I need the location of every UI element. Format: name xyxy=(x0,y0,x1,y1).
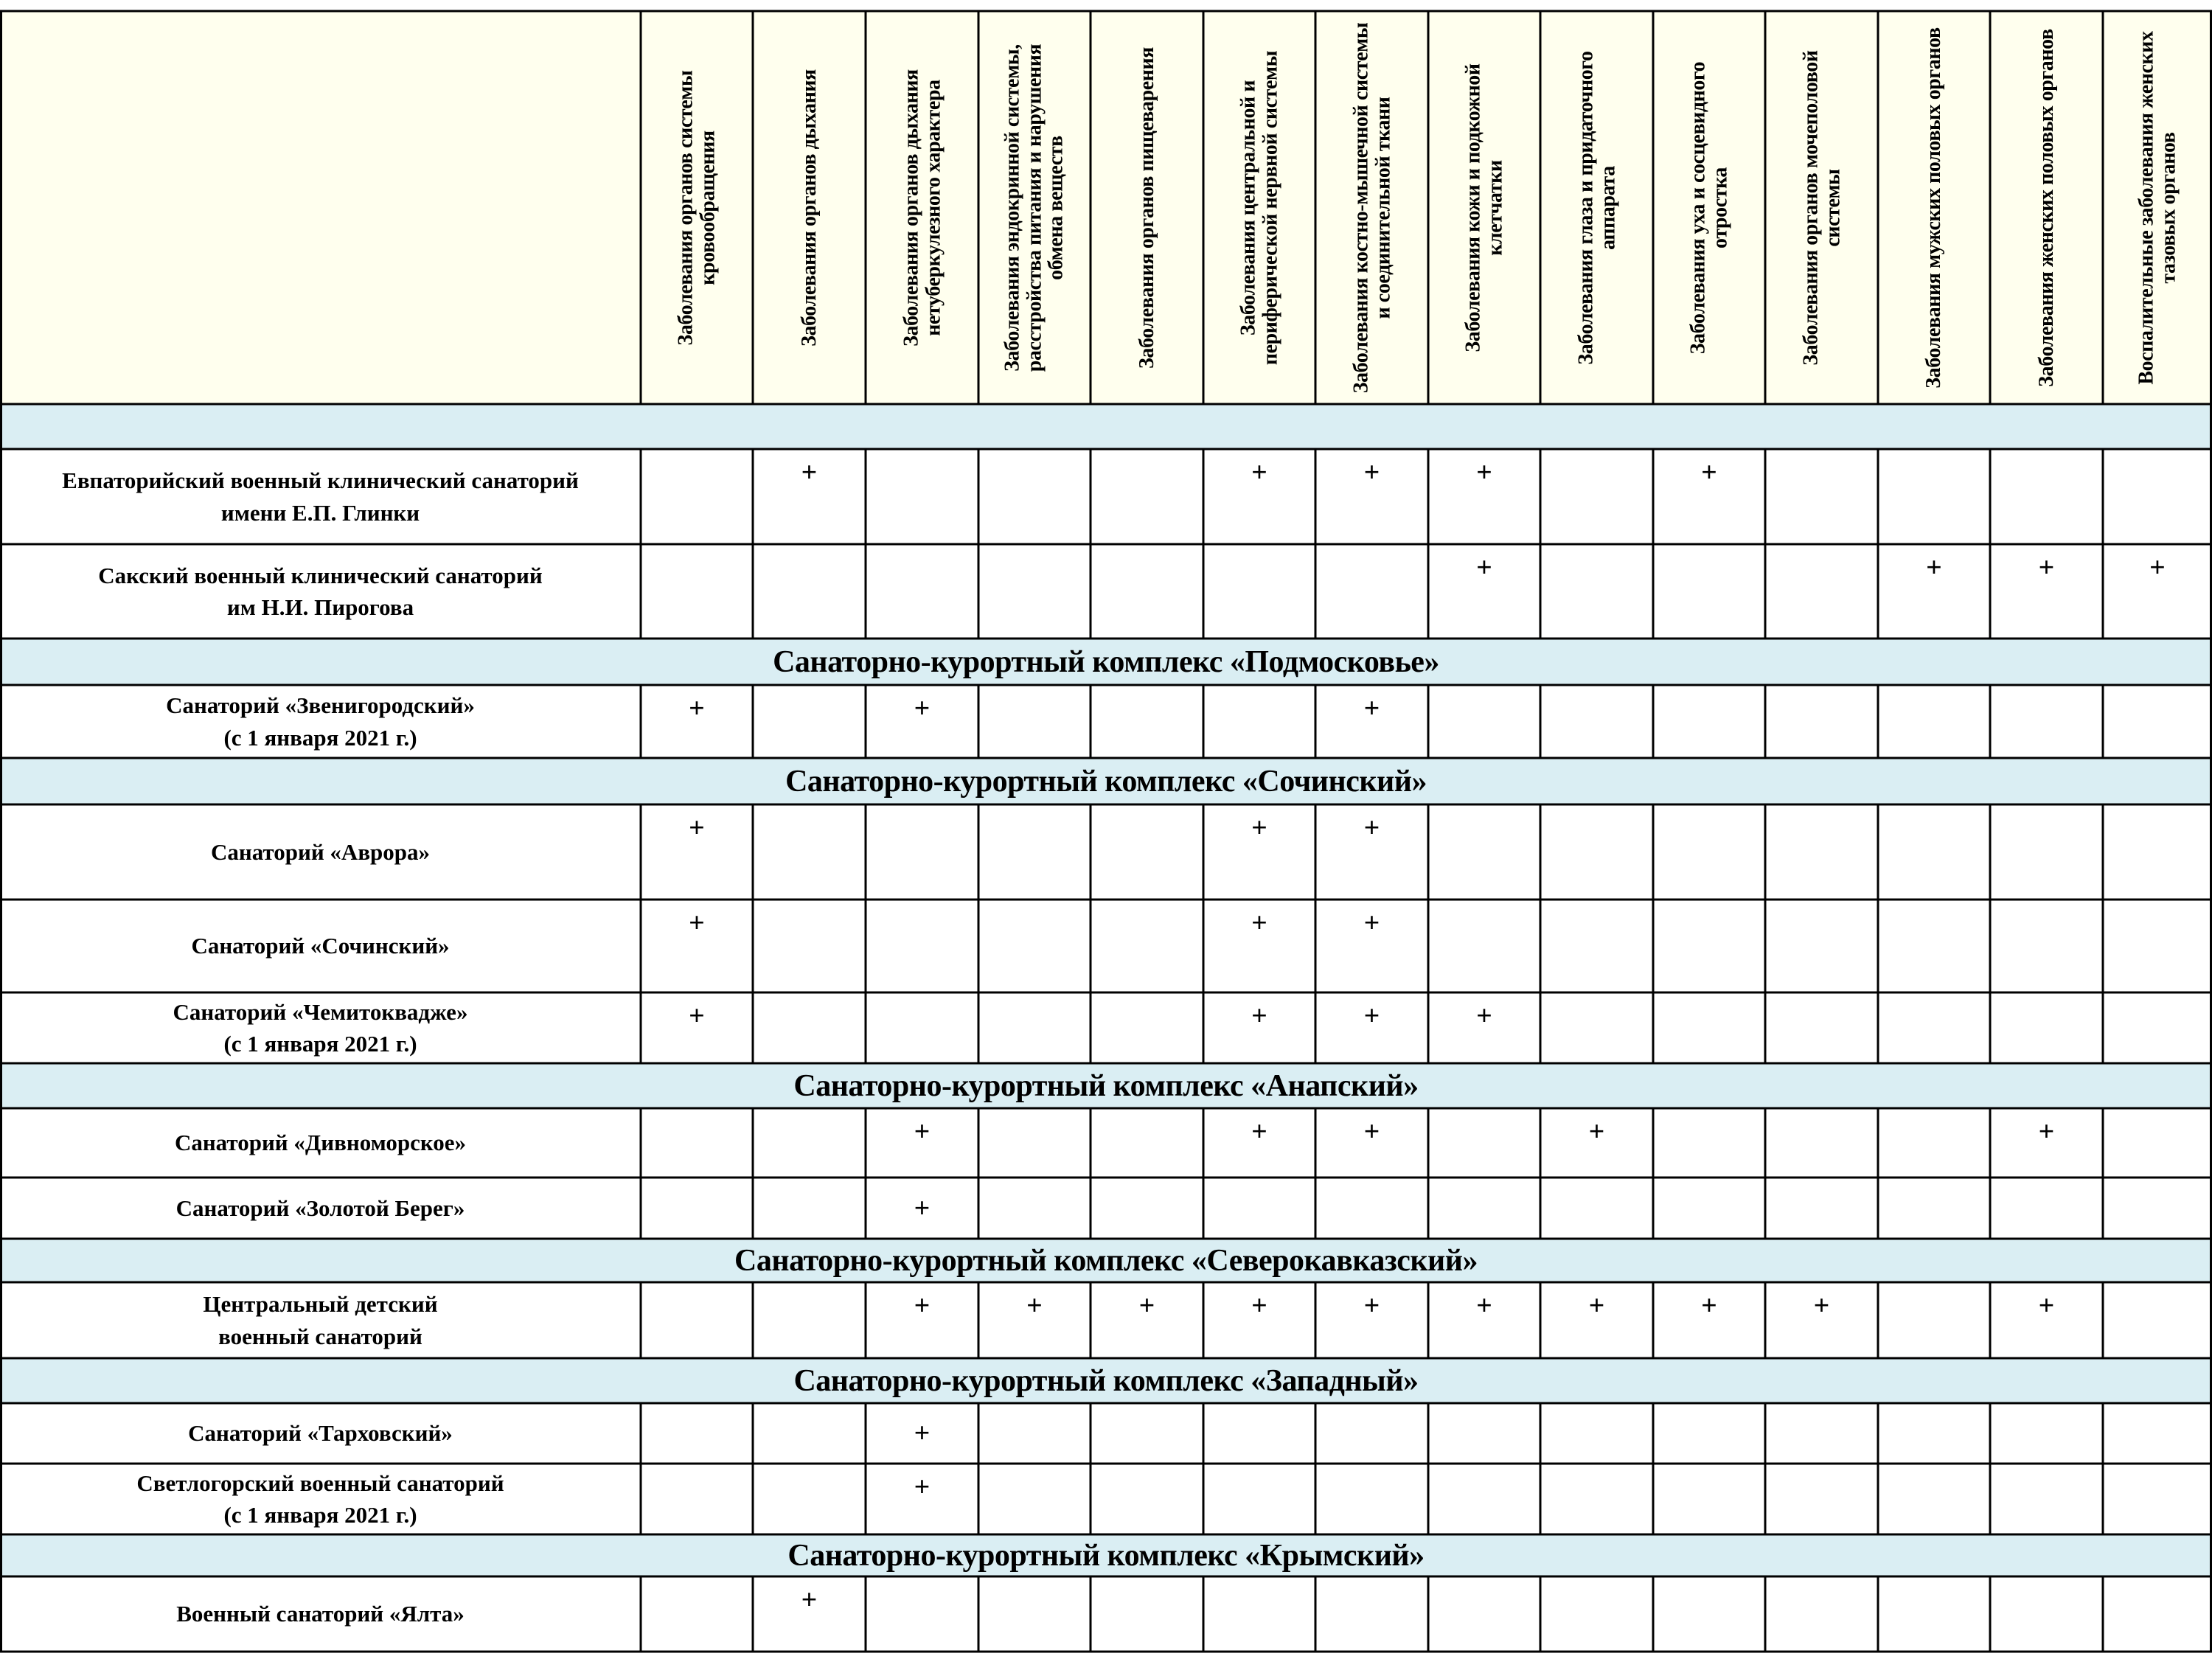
row-name: Санаторий «Сочинский» xyxy=(191,933,450,959)
plus-mark: + xyxy=(1813,1290,1830,1321)
plus-mark: + xyxy=(1363,1001,1380,1032)
group-header-empty xyxy=(0,404,2212,449)
column-header-label: Заболевания органов мочеполовой системы xyxy=(1798,49,1844,366)
plus-mark: + xyxy=(1251,457,1267,488)
plus-mark: + xyxy=(1363,693,1380,724)
plus-mark: + xyxy=(1026,1290,1043,1321)
plus-mark: + xyxy=(1251,908,1267,939)
column-header-label: Заболевания глаза и придаточного аппарата xyxy=(1573,50,1619,365)
row-name: Санаторий «Тарховский» xyxy=(188,1420,453,1447)
plus-mark: + xyxy=(2149,552,2166,583)
column-header-label: Заболевания центральной и периферической нервной системы xyxy=(1237,50,1281,365)
row-name: Санаторий «Чемитоквадже» (с 1 января 2021 г.) xyxy=(173,998,468,1057)
column-header-label: Заболевания органов пищеварения xyxy=(1135,46,1158,369)
row-name: Сакский военный клинический санаторий им Н.И. Пирогова xyxy=(98,562,543,620)
plus-mark: + xyxy=(1588,1116,1605,1147)
plus-mark: + xyxy=(1251,1290,1267,1321)
plus-mark: + xyxy=(2038,1116,2055,1147)
plus-mark: + xyxy=(914,1290,931,1321)
column-header xyxy=(1315,11,1428,404)
row-name: Санаторий «Аврора» xyxy=(210,838,431,865)
plus-mark: + xyxy=(2038,1290,2055,1321)
column-header-label: Заболевания органов дыхания xyxy=(797,69,821,347)
plus-mark: + xyxy=(1363,908,1380,939)
plus-mark: + xyxy=(1926,552,1942,583)
column-header xyxy=(1653,11,1765,404)
plus-mark: + xyxy=(1363,813,1380,844)
plus-mark: + xyxy=(1588,1290,1605,1321)
column-header-label: Заболевания костно-мышечной системы и соединительной ткани xyxy=(1349,22,1394,393)
plus-mark: + xyxy=(1363,457,1380,488)
plus-mark: + xyxy=(2038,552,2055,583)
column-header-label: Заболевания кожи и подкожной клетчатки xyxy=(1461,63,1506,352)
plus-mark: + xyxy=(1363,1116,1380,1147)
group-header: Санаторно-курортный комплекс «Северокавказский» xyxy=(0,1239,2212,1282)
column-header xyxy=(1990,11,2103,404)
plus-mark: + xyxy=(1251,813,1267,844)
plus-mark: + xyxy=(914,1472,931,1503)
plus-mark: + xyxy=(689,813,705,844)
plus-mark: + xyxy=(801,1585,818,1615)
group-header: Санаторно-курортный комплекс «Анапский» xyxy=(0,1063,2212,1108)
column-header xyxy=(1878,11,1990,404)
column-header xyxy=(1428,11,1540,404)
group-header: Санаторно-курортный комплекс «Западный» xyxy=(0,1358,2212,1403)
column-header-label: Заболевания органов системы кровообращения xyxy=(674,70,719,345)
row-name: Военный санаторий «Ялта» xyxy=(176,1601,465,1627)
column-header xyxy=(978,11,1091,404)
plus-mark: + xyxy=(1476,1290,1492,1321)
plus-mark: + xyxy=(914,693,931,724)
column-header xyxy=(1765,11,1878,404)
plus-mark: + xyxy=(1363,1290,1380,1321)
plus-mark: + xyxy=(914,1116,931,1147)
plus-mark: + xyxy=(689,1001,705,1032)
row-name: Евпаторийский военный клинический санаторий имени Е.П. Глинки xyxy=(62,467,579,526)
plus-mark: + xyxy=(1701,1290,1717,1321)
column-header xyxy=(1203,11,1315,404)
row-name: Центральный детский военный санаторий xyxy=(203,1291,438,1349)
group-header: Санаторно-курортный комплекс «Сочинский» xyxy=(0,758,2212,804)
plus-mark: + xyxy=(801,457,818,488)
plus-mark: + xyxy=(1138,1290,1155,1321)
plus-mark: + xyxy=(1476,1001,1492,1032)
row-name: Санаторий «Золотой Берег» xyxy=(175,1194,465,1221)
row-name: Санаторий «Дивноморское» xyxy=(174,1130,467,1156)
plus-mark: + xyxy=(1251,1116,1267,1147)
plus-mark: + xyxy=(914,1418,931,1449)
column-header-label: Заболевания органов дыхания нетуберкулезного характера xyxy=(899,69,945,347)
column-header-label: Заболевания эндокринной системы, расстройства питания и нарушения обмена веществ xyxy=(1001,44,1068,372)
group-header: Санаторно-курортный комплекс «Подмосковье» xyxy=(0,639,2212,685)
plus-mark: + xyxy=(1476,457,1492,488)
column-header xyxy=(1091,11,1203,404)
group-header: Санаторно-курортный комплекс «Крымский» xyxy=(0,1534,2212,1576)
header-corner xyxy=(0,11,641,404)
column-header xyxy=(1540,11,1653,404)
plus-mark: + xyxy=(689,693,705,724)
plus-mark: + xyxy=(1251,1001,1267,1032)
plus-mark: + xyxy=(914,1192,931,1224)
column-header-label: Заболевания женских половых органов xyxy=(2034,28,2058,387)
column-header-label: Воспалительные заболевания женских тазовых органов xyxy=(2135,30,2180,385)
column-header xyxy=(2103,11,2212,404)
column-header xyxy=(753,11,866,404)
plus-mark: + xyxy=(1701,457,1717,488)
column-header xyxy=(641,11,753,404)
column-header-label: Заболевания уха и сосцевидного отростка xyxy=(1686,61,1731,354)
row-name: Санаторий «Звенигородский» (с 1 января 2021 г.) xyxy=(166,692,475,751)
column-header xyxy=(866,11,978,404)
plus-mark: + xyxy=(689,908,705,939)
row-name: Светлогорский военный санаторий (с 1 января 2021 г.) xyxy=(136,1470,504,1528)
column-header-label: Заболевания мужских половых органов xyxy=(1922,27,1946,389)
plus-mark: + xyxy=(1476,552,1492,583)
